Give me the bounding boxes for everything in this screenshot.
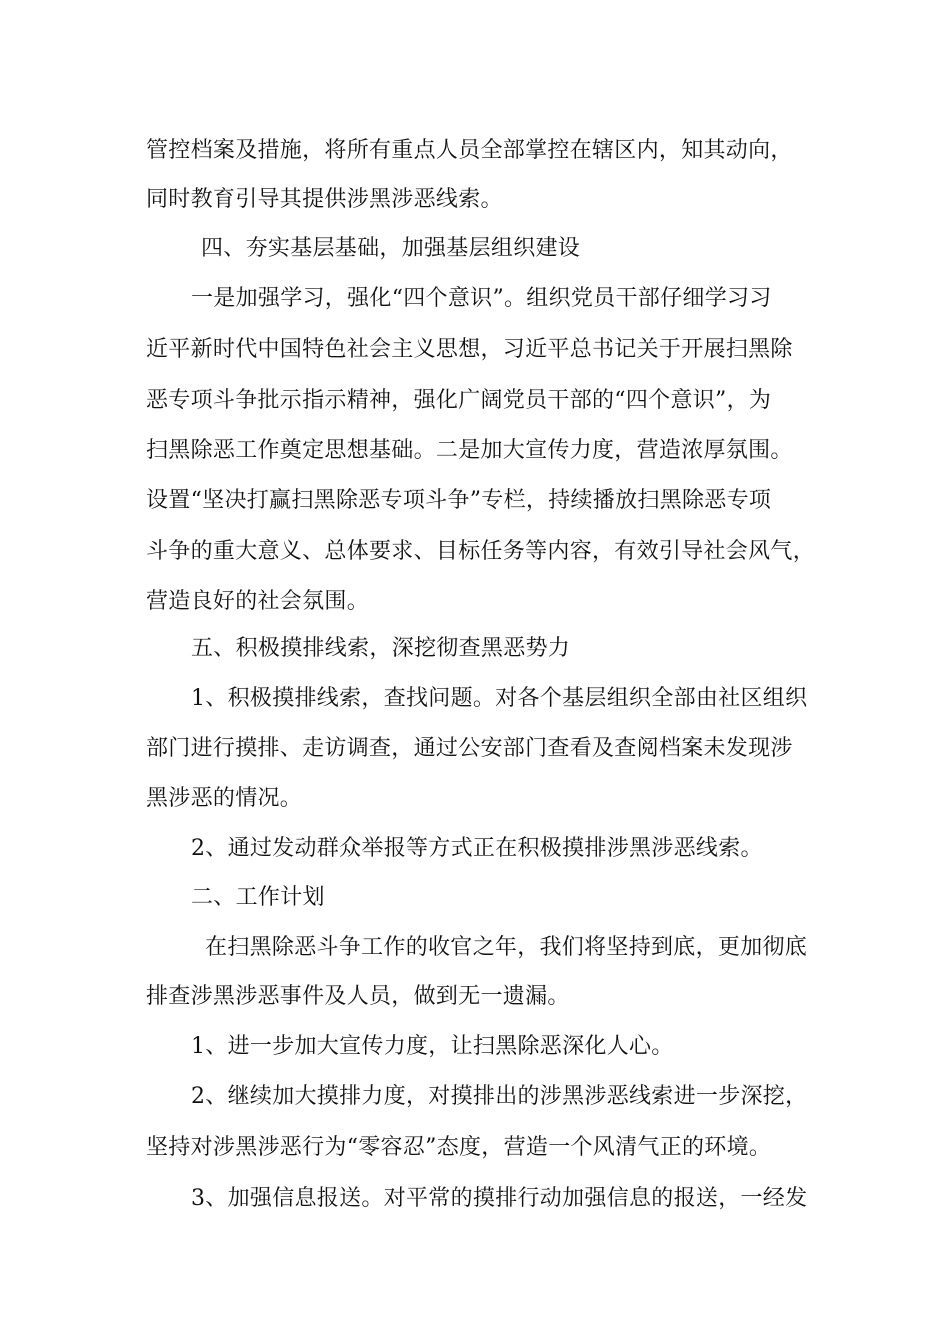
text-line: 部门进行摸排、走访调查，通过公安部门查看及查阅档案未发现涉	[146, 736, 793, 761]
text-line: 3、加强信息报送。对平常的摸排行动加强信息的报送，一经发	[191, 1186, 808, 1211]
text-line: 一是加强学习，强化“四个意识”。组织党员干部仔细学习习	[191, 286, 772, 311]
text-line: 扫黑除恶工作奠定思想基础。二是加大宣传力度，营造浓厚氛围。	[146, 438, 793, 463]
text-line: 斗争的重大意义、总体要求、目标任务等内容，有效引导社会风气，	[146, 539, 816, 564]
text-line: 2、继续加大摸排力度，对摸排出的涉黑涉恶线索进一步深挖，	[191, 1084, 808, 1109]
section-heading: 五、积极摸排线索，深挖彻查黑恶势力	[191, 636, 571, 661]
text-line: 1、进一步加大宣传力度，让扫黑除恶深化人心。	[191, 1034, 674, 1059]
text-line: 1、积极摸排线索，查找问题。对各个基层组织全部由社区组织	[191, 686, 808, 711]
section-heading: 二、工作计划	[191, 885, 325, 910]
text-line: 管控档案及措施，将所有重点人员全部掌控在辖区内，知其动向，	[146, 138, 793, 163]
text-line: 同时教育引导其提供涉黑涉恶线索。	[146, 187, 503, 212]
text-line: 恶专项斗争批示指示精神，强化广阔党员干部的“四个意识”，为	[146, 388, 772, 413]
text-line: 2、通过发动群众举报等方式正在积极摸排涉黑涉恶线索。	[191, 836, 763, 861]
text-line: 设置“坚决打赢扫黑除恶专项斗争”专栏，持续播放扫黑除恶专项	[146, 488, 772, 513]
text-line: 黑涉恶的情况。	[146, 786, 303, 811]
text-line: 排查涉黑涉恶事件及人员，做到无一遗漏。	[146, 984, 570, 1009]
text-line: 近平新时代中国特色社会主义思想，习近平总书记关于开展扫黑除	[146, 337, 793, 362]
section-heading: 四、夯实基层基础，加强基层组织建设	[201, 236, 581, 261]
text-line: 营造良好的社会氛围。	[146, 589, 370, 614]
text-line: 坚持对涉黑涉恶行为“零容忍”态度，营造一个风清气正的环境。	[146, 1135, 772, 1160]
text-line: 在扫黑除恶斗争工作的收官之年，我们将坚持到底，更加彻底	[205, 935, 808, 960]
